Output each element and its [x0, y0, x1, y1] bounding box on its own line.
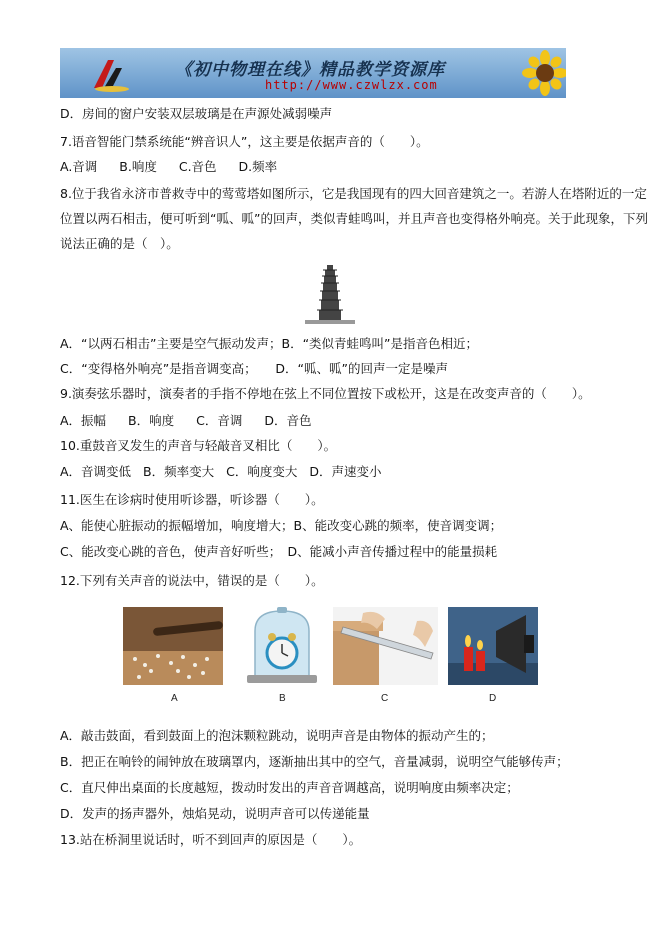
question-8-line-3: 说法正确的是（ ）。	[60, 236, 179, 251]
question-12-option-c: C．直尺伸出桌面的长度越短，拨动时发出的声音音调越高，说明响度由频率决定；	[60, 780, 519, 795]
question-9: 9.演奏弦乐器时，演奏者的手指不停地在弦上不同位置按下或松开，这是在改变声音的（ ）。	[60, 386, 591, 401]
q9-option-b: B．响度	[128, 413, 175, 428]
header-url[interactable]: http://www.czwlzx.com	[265, 78, 438, 92]
question-7-options	[60, 159, 295, 175]
question-12-figures	[123, 607, 543, 707]
question-8-options-ab: A．“以两石相击”主要是空气振动发声；B．“类似青蛙鸣叫”是指音色相近；	[60, 336, 479, 351]
q7-option-c: C.音色	[178, 159, 217, 174]
q10-option-d: D．声速变小	[309, 464, 382, 479]
figure-c-ruler	[333, 607, 438, 685]
question-13: 13.站在桥洞里说话时，听不到回声的原因是（ ）。	[60, 832, 362, 847]
question-7: 7.语音智能门禁系统能“辨音识人”，这主要是依据声音的（ ）。	[60, 134, 429, 149]
logo-icon	[90, 54, 130, 94]
pagoda-image	[305, 262, 355, 324]
question-9-options	[60, 413, 329, 429]
q10-option-c: C．响度变大	[226, 464, 298, 479]
q7-option-b: B.响度	[119, 159, 157, 174]
q10-option-a: A．音调变低	[60, 464, 132, 479]
figure-c-caption: C	[381, 693, 389, 704]
question-10-options	[60, 464, 389, 480]
q9-option-a: A．振幅	[60, 413, 107, 428]
question-8-options-cd: C．“变得格外响亮”是指音调变高； D．“呱、呱”的回声一定是噪声	[60, 361, 449, 376]
figure-a-caption: A	[171, 693, 178, 704]
question-10: 10.重鼓音叉发生的声音与轻敲音叉相比（ ）。	[60, 438, 337, 453]
sunflower-icon	[522, 50, 566, 96]
figure-a-drum	[123, 607, 223, 685]
q7-option-d: D.频率	[238, 159, 278, 174]
figure-b-bell-jar	[243, 607, 321, 685]
question-8-line-1: 8.位于我省永济市普救寺中的莺莺塔如图所示，它是我国现有的四大回音建筑之一。若游人在塔附近的一定	[60, 186, 647, 201]
question-12-option-a: A．敲击鼓面，看到鼓面上的泡沫颗粒跳动，说明声音是由物体的振动产生的；	[60, 728, 494, 743]
question-12: 12.下列有关声音的说法中，错误的是（ ）。	[60, 573, 324, 588]
question-11-options-ab: A、能使心脏振动的振幅增加，响度增大；B、能改变心跳的频率，使音调变调；	[60, 518, 503, 533]
question-11: 11.医生在诊病时使用听诊器，听诊器（ ）。	[60, 492, 324, 507]
q9-option-d: D．音色	[264, 413, 312, 428]
figure-d-speaker-candle	[448, 607, 538, 685]
figure-b-caption: B	[279, 693, 286, 704]
question-12-option-d: D．发声的扬声器外，烛焰晃动，说明声音可以传递能量	[60, 806, 370, 821]
q10-option-b: B．频率变大	[143, 464, 215, 479]
q9-option-c: C．音调	[196, 413, 243, 428]
header-banner	[60, 48, 566, 98]
q6-option-d: D．房间的窗户安装双层玻璃是在声源处减弱噪声	[60, 106, 333, 121]
header-title: 《初中物理在线》精品教学资源库	[175, 60, 445, 80]
question-11-options-cd: C、能改变心跳的音色，使声音好听些； D、能减小声音传播过程中的能量损耗	[60, 544, 498, 559]
question-12-option-b: B．把正在响铃的闹钟放在玻璃罩内，逐渐抽出其中的空气，音量减弱，说明空气能够传声；	[60, 754, 569, 769]
question-8-line-2: 位置以两石相击，便可听到“呱、呱”的回声，类似青蛙鸣叫，并且声音也变得格外响亮。关于此现象，下列	[60, 211, 648, 226]
q7-option-a: A.音调	[60, 159, 98, 174]
figure-d-caption: D	[489, 693, 497, 704]
